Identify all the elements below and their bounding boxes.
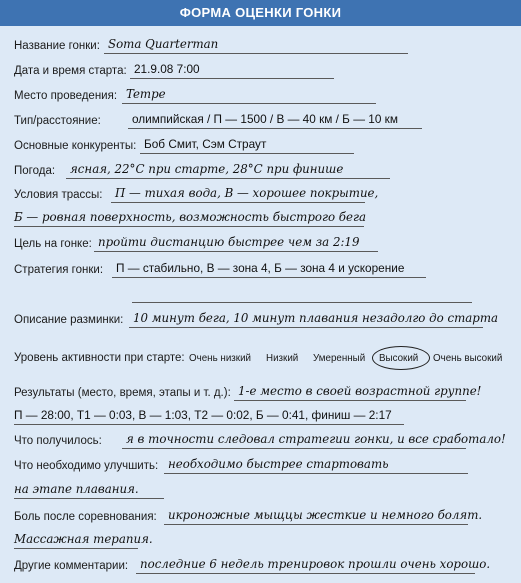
warmup-field[interactable]: 10 минут бега, 10 минут плавания незадолго до старта	[129, 310, 483, 328]
goal-field[interactable]: пройти дистанцию быстрее чем за 2:19	[94, 234, 378, 252]
results-field[interactable]: 1-е место в своей возрастной группе!	[234, 383, 466, 401]
improve-field[interactable]: необходимо быстрее стартовать	[164, 456, 468, 474]
start-row	[14, 61, 511, 81]
improve-label: Что необходимо улучшить:	[14, 460, 159, 472]
strategy-label: Стратегия гонки:	[14, 264, 104, 276]
improve-row	[14, 456, 511, 476]
results-label: Результаты (место, время, этапы и т. д.):	[14, 387, 231, 399]
weather-label: Погода:	[14, 165, 56, 177]
rivals-field[interactable]: Боб Смит, Сэм Страут	[140, 136, 354, 154]
worked-label: Что получилось:	[14, 435, 102, 447]
strategy-field[interactable]: П — стабильно, В — зона 4, Б — зона 4 и ускорение	[112, 260, 426, 278]
activity-row	[14, 348, 511, 368]
rivals-label: Основные конкуренты:	[14, 140, 137, 152]
course-row	[14, 185, 511, 205]
type-field[interactable]: олимпийская / П — 1500 / В — 40 км / Б — 10 км	[128, 111, 422, 129]
pain-row-2	[14, 531, 511, 551]
start-field[interactable]: 21.9.08 7:00	[130, 61, 334, 79]
warmup-label: Описание разминки:	[14, 314, 124, 326]
course-row-2	[14, 209, 511, 229]
course-field-2[interactable]: Б — ровная поверхность, возможность быстрого бега	[14, 209, 364, 227]
activity-option-very-low[interactable]: Очень низкий	[189, 353, 252, 364]
results-row-2	[14, 407, 511, 427]
type-label: Тип/расстояние:	[14, 115, 101, 127]
venue-row	[14, 86, 511, 106]
worked-row	[14, 431, 511, 451]
comments-field[interactable]: последние 6 недель тренировок прошли очень хорошо.	[136, 556, 475, 574]
pain-field[interactable]: икроножные мыщцы жесткие и немного болят.	[164, 507, 468, 525]
race-name-label: Название гонки:	[14, 40, 100, 52]
strategy-row	[14, 260, 511, 280]
strategy-row-2	[14, 285, 511, 305]
weather-row	[14, 161, 511, 181]
activity-option-very-high[interactable]: Очень высокий	[433, 353, 503, 364]
improve-row-2	[14, 481, 511, 501]
course-field[interactable]: П — тихая вода, В — хорошее покрытие,	[111, 185, 365, 203]
type-row	[14, 111, 511, 131]
activity-option-moderate[interactable]: Умеренный	[313, 353, 366, 364]
results-field-2[interactable]: П — 28:00, Т1 — 0:03, В — 1:03, Т2 — 0:02, Б — 0:41, финиш — 2:17	[14, 407, 404, 425]
comments-row	[14, 556, 511, 576]
improve-field-2[interactable]: на этапе плавания.	[14, 481, 164, 499]
strategy-extra-line[interactable]	[132, 302, 472, 303]
comments-label: Другие комментарии:	[14, 560, 129, 572]
venue-label: Место проведения:	[14, 90, 118, 102]
course-label: Условия трассы:	[14, 189, 103, 201]
venue-field[interactable]: Tempe	[122, 86, 376, 104]
race-name-row	[14, 36, 511, 56]
results-row	[14, 383, 511, 403]
goal-row	[14, 234, 511, 254]
race-name-field[interactable]: Soma Quarterman	[104, 36, 408, 54]
goal-label: Цель на гонке:	[14, 238, 92, 250]
worked-field[interactable]: я в точности следовал стратегии гонки, и все сработало!	[122, 431, 466, 449]
pain-label: Боль после соревнования:	[14, 511, 157, 523]
activity-label: Уровень активности при старте:	[14, 352, 185, 364]
activity-option-low[interactable]: Низкий	[266, 353, 299, 364]
pain-field-2[interactable]: Массажная терапия.	[14, 531, 138, 549]
start-label: Дата и время старта:	[14, 65, 127, 77]
activity-option-high[interactable]: Высокий	[379, 353, 419, 364]
pain-row	[14, 507, 511, 527]
warmup-row	[14, 310, 511, 330]
weather-field[interactable]: ясная, 22°C при старте, 28°C при финише	[66, 161, 390, 179]
rivals-row	[14, 136, 511, 156]
form-title: ФОРМА ОЦЕНКИ ГОНКИ	[0, 0, 521, 26]
